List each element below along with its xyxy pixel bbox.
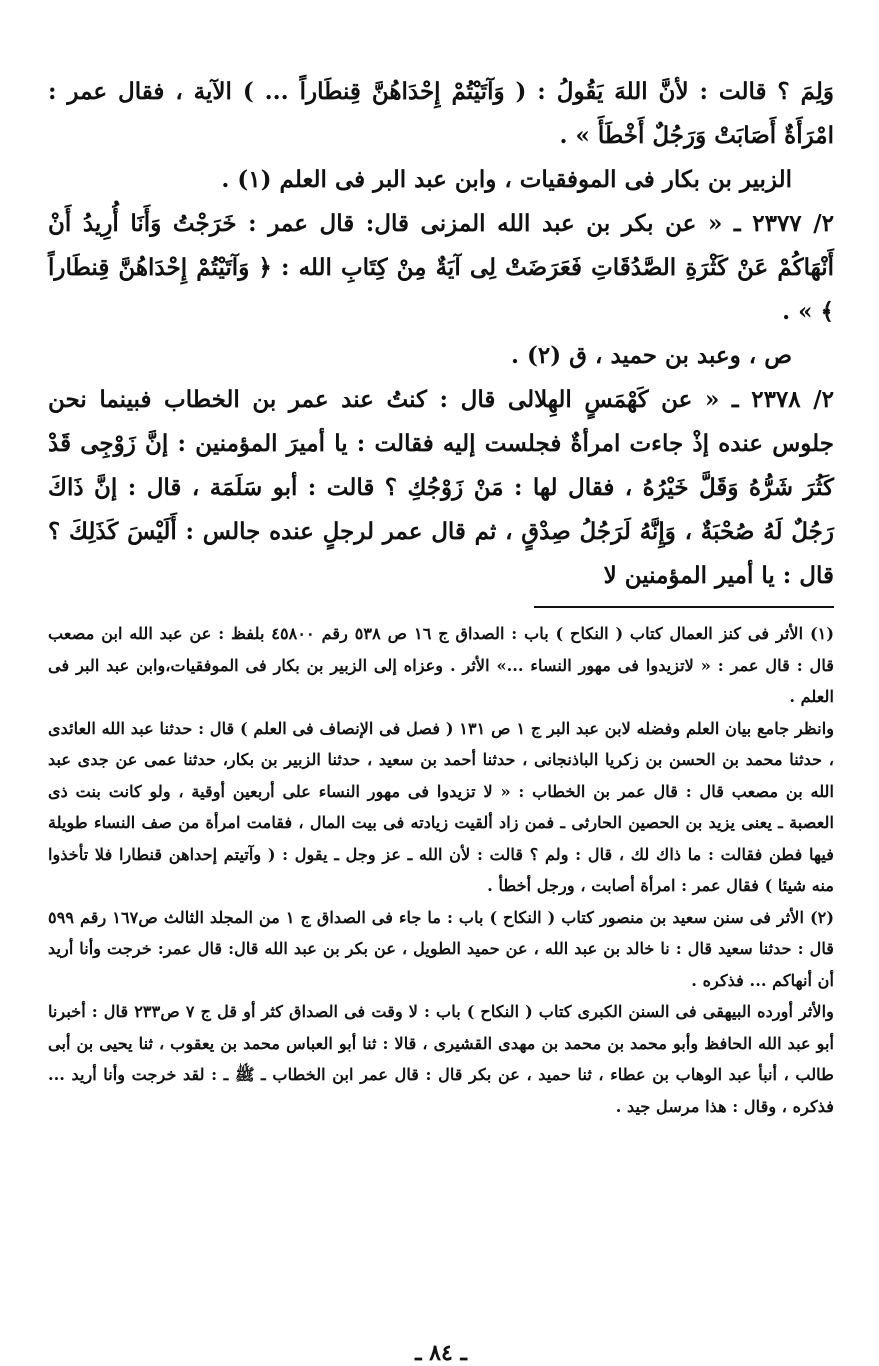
main-paragraph: وَلِمَ ؟ قالت : لأنَّ اللهَ يَقُولُ : ( وَآتَيْتُمْ إِحْدَاهُنَّ قِنطَاراً ... ) الآية ، فقال عمر : امْرَأَةٌ أَصَابَتْ وَرَجُلٌ أَخْطَأَ » . (48, 78, 834, 149)
main-paragraph: ٢/ ٢٣٧٨ ـ « عن كَهْمَسٍ الهِلالى قال : كنتُ عند عمر بن الخطاب فبينما نحن جلوس عنده إذْ جاءت امرأةٌ فجلست إليه فقالت : يا أميرَ المؤمنين : إنَّ زَوْجِى قَدْ كَثُرَ شَرُّهُ وَقَلَّ خَيْرُهُ ، فقال لها : مَنْ زَوْجُكِ ؟ قالت : أبو سَلَمَة ، قال : إنَّ ذَاكَ رَجُلٌ لَهُ صُحْبَةٌ ، وَإِنَّهُ لَرَجُلُ صِدْقٍ ، ثم قال عمر لرجلٍ عنده جالس : أَلَيْسَ كَذَلِكَ ؟ قال : يا أمير المؤمنين لا (48, 386, 834, 589)
book-page (48, 70, 835, 1366)
footnote: وانظر جامع بيان العلم وفضله لابن عبد البر ج ١ ص ١٣١ ( فصل فى الإنصاف فى العلم ) قال : حدثنا عبد الله العائدى ، حدثنا محمد بن الحسن بن زكريا الباذنجانى ، حدثنا أحمد بن سعيد ، حدثنا الزبير بن بكار، حدثنا عمى عن جدى عبد الله بن مصعب قال : قال عمر بن الخطاب : « لا تزيدوا فى مهور النساء على أربعين أوقية ، ولو كانت بنت ذى العصبة ـ يعنى يزيد بن الحصين الحارثى ـ فمن زاد ألقيت زيادته فى بيت المال ، فقامت امرأة من صف النساء طويلة فيها فطن فقالت : ما ذاك لك ، قال : ولم ؟ قالت : لأن الله ـ عز وجل ـ يقول : ( وآتيتم إحداهن قنطارا فلا تأخذوا منه شيئا ) فقال عمر : امرأة أصابت ، ورجل أخطأ . (48, 718, 835, 895)
footnote: (١) الأثر فى كنز العمال كتاب ( النكاح ) باب : الصداق ج ١٦ ص ٥٣٨ رقم ٤٥٨٠٠ بلفظ : عن عبد الله ابن مصعب قال : قال عمر : « لاتزيدوا فى مهور النساء ...» الأثر . وعزاه إلى الزبير بن بكار فى الموفقيات،وابن عبد البر فى العلم . (48, 624, 834, 706)
footnote: (٢) الأثر فى سنن سعيد بن منصور كتاب ( النكاح ) باب : ما جاء فى الصداق ج ١ من المجلد الثالث ص١٦٧ رقم ٥٩٩ قال : حدثنا سعيد قال : نا خالد بن عبد الله ، عن حميد الطويل ، عن بكر بن عبد الله قال: قال عمر: خرجت وأنا أريد أن أنهاكم ... فذكره . (48, 907, 834, 990)
footnotes (48, 618, 834, 1122)
main-paragraph: ص ، وعبد بن حميد ، ق (٢) . (511, 342, 792, 369)
page-number: ـ ٨٤ ـ (415, 1340, 467, 1366)
main-paragraph: الزبير بن بكار فى الموفقيات ، وابن عبد البر فى العلم (١) . (221, 166, 792, 193)
main-paragraph: ٢/ ٢٣٧٧ ـ « عن بكر بن عبد الله المزنى قال: قال عمر : خَرَجْتُ وَأَنَا أُرِيدُ أَنْ أَنْهَاكُمْ عَنْ كَثْرَةِ الصَّدُقَاتِ فَعَرَضَتْ لِى آيَةٌ مِنْ كِتَابِ الله : ﴿ وَآتَيْتُمْ إِحْدَاهُنَّ قِنطَاراً ﴾ » . (48, 210, 834, 325)
main-text (48, 70, 834, 598)
footnote: والأثر أورده البيهقى فى السنن الكبرى كتاب ( النكاح ) باب : لا وقت فى الصداق كثر أو قل ج ٧ ص٢٣٣ قال : أخبرنا أبو عبد الله الحافظ وأبو محمد بن محمد بن مهدى القشيرى ، قالا : ثنا أبو العباس محمد بن يعقوب ، ثنا يحيى بن أبى طالب ، أنبأ عبد الوهاب بن عطاء ، ثنا حميد ، عن بكر قال : قال عمر ابن الخطاب ـ ﷺ ـ : لقد خرجت وأنا أريد ... فذكره ، وقال : هذا مرسل جيد . (48, 1002, 834, 1116)
footnote-divider (534, 606, 834, 608)
